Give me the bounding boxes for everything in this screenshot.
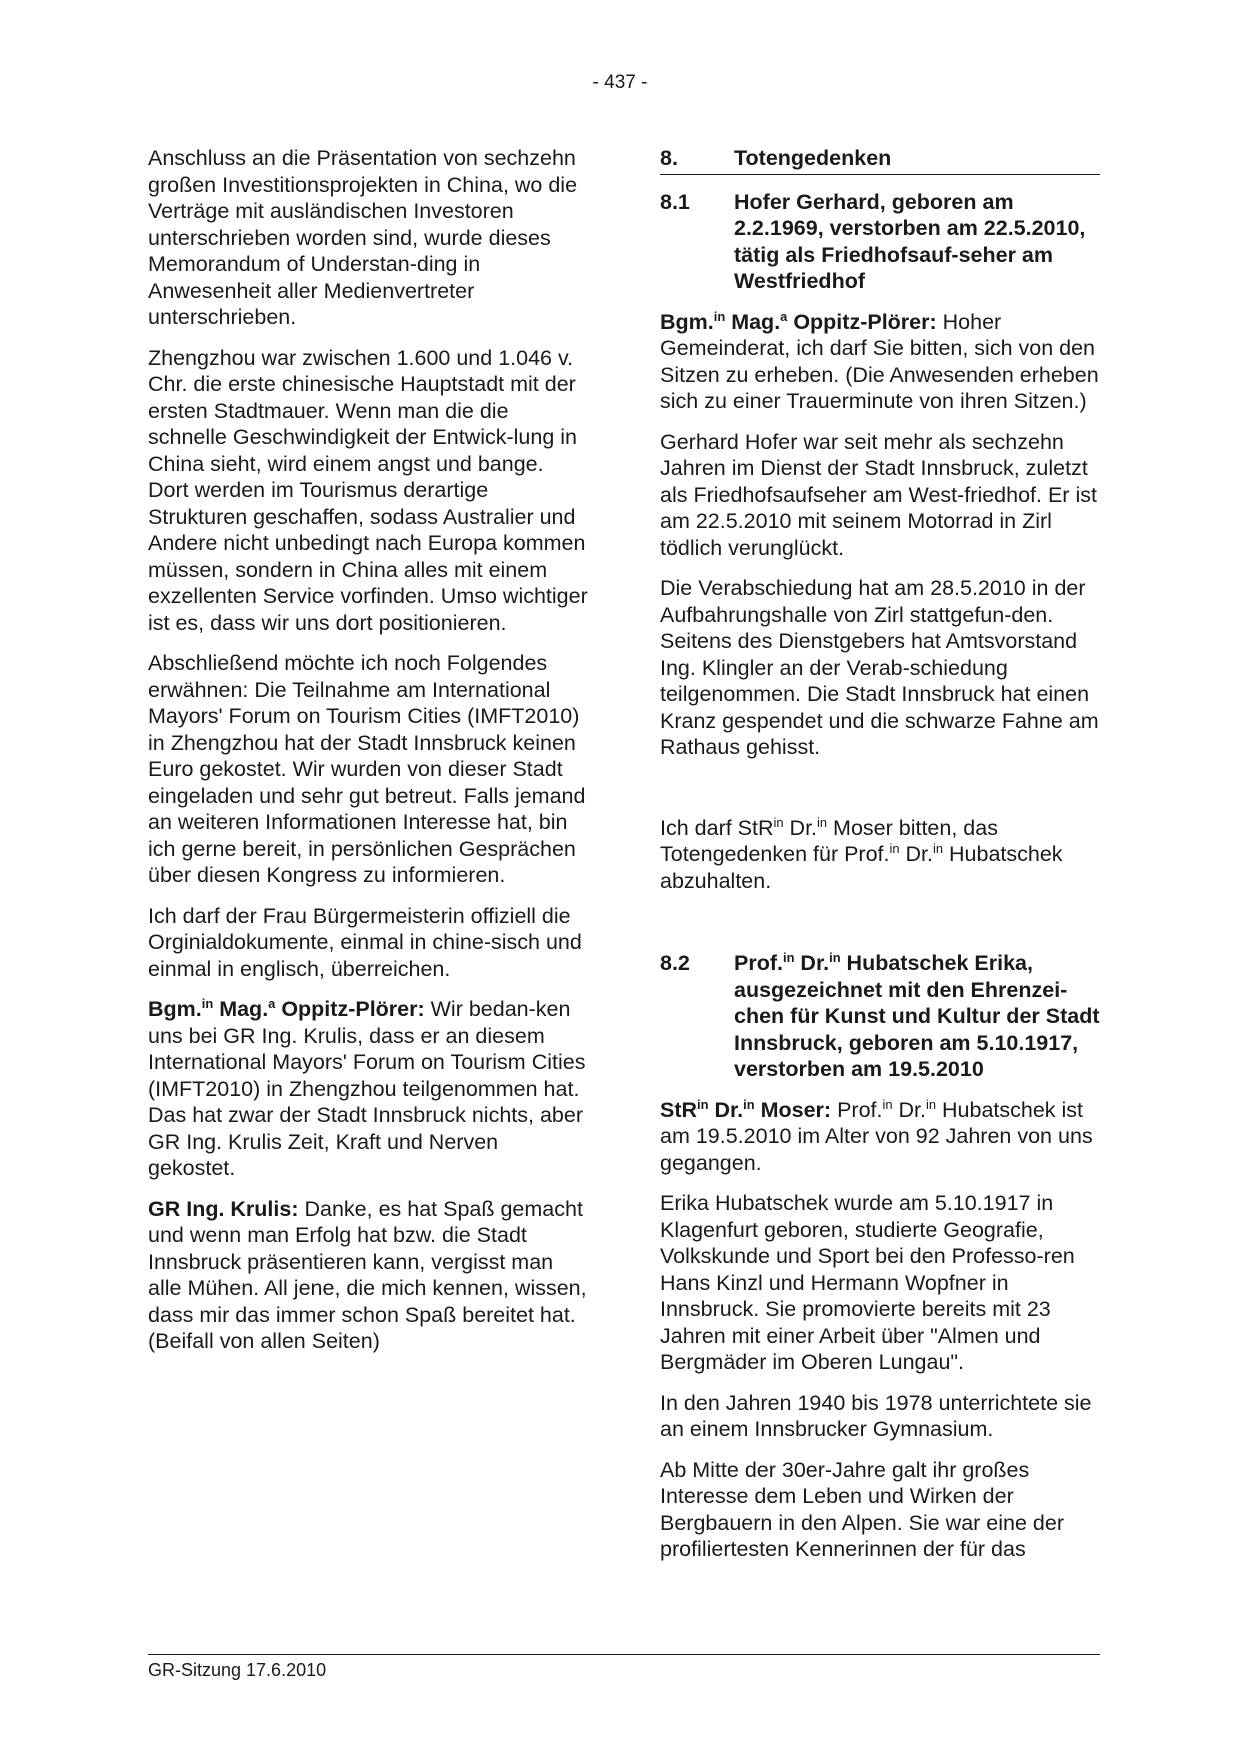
section-heading-8-2: 8.2 Prof.$^{in}$ Dr.$^{in}$ Hubatschek Erika, ausgezeichnet mit den Ehrenzei-chen für Kunst und Kultur der Stadt Innsbruck, geboren am 5.10.1917, verstorben am 19.5.2010 xyxy=(660,949,1100,1081)
left-column xyxy=(148,145,590,1369)
speech-paragraph xyxy=(660,309,1100,415)
paragraph: In den Jahren 1940 bis 1978 unterrichtete sie an einem Innsbrucker Gymnasium. xyxy=(660,1390,1092,1441)
speech-text: Prof.$^{in}$ Dr.$^{in}$ Hubatschek ist am 19.5.2010 im Alter von 92 Jahren von uns gegangen. xyxy=(660,1096,1093,1175)
paragraph: Ab Mitte der 30er-Jahre galt ihr großes Interesse dem Leben und Wirken der Bergbauern in den Alpen. Sie war eine der profiliertesten Kennerinnen der für das xyxy=(660,1457,1064,1561)
right-column xyxy=(660,145,1100,1577)
paragraph: Gerhard Hofer war seit mehr als sechzehn Jahren im Dienst der Stadt Innsbruck, zuletzt als Friedhofsaufseher am West-friedhof. Er ist am 22.5.2010 mit seinem Motorrad in Zirl tödlich verunglückt. xyxy=(660,429,1097,560)
paragraph: Erika Hubatschek wurde am 5.10.1917 in Klagenfurt geboren, studierte Geografie, Volkskunde und Sport bei den Professo-ren Hans Kinzl und Hermann Wopfner in Innsbruck. Sie promovierte bereits mit 23 Jahren mit einer Arbeit über "Almen und Bergmäder im Oberen Lungau". xyxy=(660,1191,1075,1374)
page-number: - 437 - xyxy=(592,72,648,93)
footer-text: GR-Sitzung 17.6.2010 xyxy=(148,1660,327,1680)
speaker-name: GR Ing. Krulis: xyxy=(148,1196,299,1221)
paragraph: Die Verabschiedung hat am 28.5.2010 in der Aufbahrungshalle von Zirl stattgefun-den. Seitens des Dienstgebers hat Amtsvorstand Ing. Klingler an der Verab-schiedung teilgenommen. Die Stadt Innsbruck hat einen Kranz gespendet und die schwarze Fahne am Rathaus gehisst. xyxy=(660,576,1099,759)
footer-divider xyxy=(148,1654,1100,1655)
speech-text: Hoher Gemeinderat, ich darf Sie bitten, sich von den Sitzen zu erheben. (Die Anwesenden erheben sich zu einer Trauerminute von ihren Sitzen.) xyxy=(660,309,1099,413)
paragraph: Ich darf der Frau Bürgermeisterin offiziell die Orginialdokumente, einmal in chine-sisch und einmal in englisch, überreichen. xyxy=(148,903,582,981)
speaker-name: StR$^{in}$ Dr.$^{in}$ Moser: xyxy=(660,1096,832,1122)
speech-paragraph xyxy=(148,1196,590,1355)
section-heading-8-1: 8.1 Hofer Gerhard, geboren am 2.2.1969, verstorben am 22.5.2010, tätig als Friedhofsauf-seher am Westfriedhof xyxy=(660,189,1086,293)
speech-text: Danke, es hat Spaß gemacht und wenn man Erfolg hat bzw. die Stadt Innsbruck präsentieren kann, vergisst man alle Mühen. All jene, die mich kennen, wissen, dass mir das immer schon Spaß bereitet hat. (Beifall von allen Seiten) xyxy=(148,1196,587,1353)
speech-paragraph xyxy=(660,1097,1100,1177)
paragraph: Zhengzhou war zwischen 1.600 und 1.046 v. Chr. die erste chinesische Hauptstadt mit der ersten Stadtmauer. Wenn man die die schnelle Geschwindigkeit der Entwick-lung in China sieht, wird einem angst und bange. Dort werden im Tourismus derartige Strukturen geschaffen, sodass Australier und Andere nicht unbedingt nach Europa kommen müssen, sondern in China alles mit einem exzellenten Service vorfinden. Umso wichtiger ist es, dass wir uns dort positionieren. xyxy=(148,345,588,635)
paragraph: Anschluss an die Präsentation von sechzehn großen Investitionsprojekten in China, wo die Verträge mit ausländischen Investoren unterschrieben worden sind, wurde dieses Memorandum of Understan-ding in Anwesenheit aller Medienvertreter unterschrieben. xyxy=(148,146,578,329)
paragraph: Abschließend möchte ich noch Folgendes erwähnen: Die Teilnahme am International Mayors' Forum on Tourism Cities (IMFT2010) in Zhengzhou hat der Stadt Innsbruck keinen Euro gekostet. Wir wurden von dieser Stadt eingeladen und sehr gut betreut. Falls jemand an weiteren Informationen Interesse hat, bin ich gerne bereit, in persönlichen Gesprächen über diesen Kongress zu informieren. xyxy=(148,651,586,887)
section-heading-8: 8. Totengedenken xyxy=(660,145,1100,175)
speech-paragraph xyxy=(148,996,590,1182)
speaker-name: Bgm.$^{in}$ Mag.$^a$ Oppitz-Plörer: xyxy=(660,308,937,334)
speaker-name: Bgm.$^{in}$ Mag.$^a$ Oppitz-Plörer: xyxy=(148,995,425,1021)
paragraph: Ich darf StR$^{in}$ Dr.$^{in}$ Moser bitten, das Totengedenken für Prof.$^{in}$ Dr.$^{in}$ Hubatschek abzuhalten. xyxy=(660,814,1063,893)
speech-text: Wir bedan-ken uns bei GR Ing. Krulis, dass er an diesem International Mayors' Forum on Tourism Cities (IMFT2010) in Zhengzhou teilgenommen hat. Das hat zwar der Stadt Innsbruck nichts, aber GR Ing. Krulis Zeit, Kraft und Nerven gekostet. xyxy=(148,997,586,1180)
